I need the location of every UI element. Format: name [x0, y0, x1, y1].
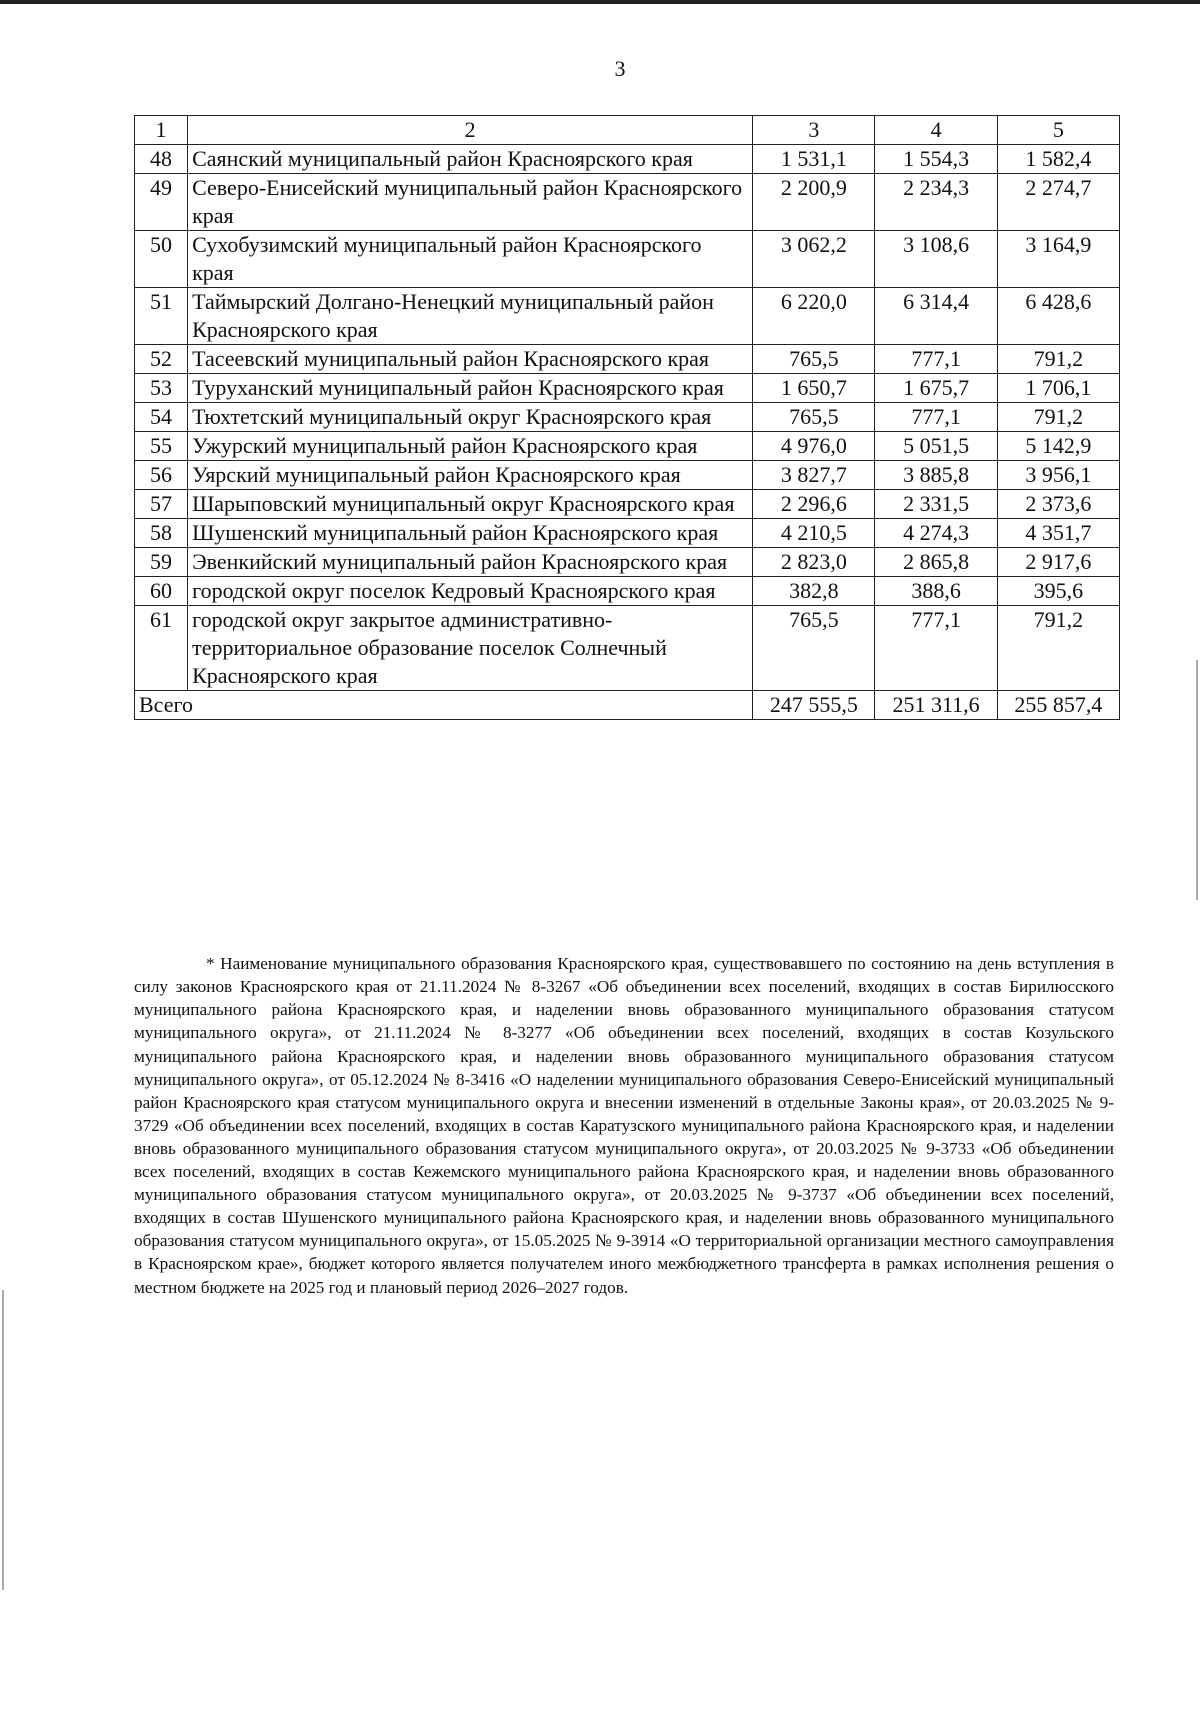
- value-col-3: 765,5: [753, 606, 875, 691]
- value-col-5: 1 582,4: [997, 145, 1119, 174]
- value-col-4: 777,1: [875, 345, 997, 374]
- value-col-4: 1 554,3: [875, 145, 997, 174]
- value-col-3: 3 827,7: [753, 461, 875, 490]
- table-row: [135, 577, 1120, 606]
- municipality-name: Ужурский муниципальный район Красноярского края: [188, 432, 753, 461]
- row-number: 61: [135, 606, 188, 691]
- municipality-name: Тюхтетский муниципальный округ Красноярского края: [188, 403, 753, 432]
- right-scan-edge: [1196, 660, 1198, 900]
- footnote: * Наименование муниципального образования Красноярского края, существовавшего по состоянию на день вступления в силу законов Красноярского края от 21.11.2024 № 8-3267 «Об объединении всех поселений, входящих в состав Бирилюсского муниципального района Красноярского края, и наделении вновь образованного муниципального образования статусом муниципального округа», от 21.11.2024 № 8-3277 «Об объединении всех поселений, входящих в состав Козульского муниципального района Красноярского края, и наделении вновь образованного муниципального образования статусом муниципального округа», от 05.12.2024 № 8-3416 «О наделении муниципального образования Северо-Енисейский муниципальный район Красноярского края статусом муниципального округа и внесении изменений в отдельные Законы края», от 20.03.2025 № 9-3729 «Об объединении всех поселений, входящих в состав Каратузского муниципального района Красноярского края, и наделении вновь образованного муниципального образования статусом муниципального округа», от 20.03.2025 № 9-3733 «Об объединении всех поселений, входящих в состав Кежемского муниципального района Красноярского края, и наделении вновь образованного муниципального образования статусом муниципального округа», от 20.03.2025 № 9-3737 «Об объединении всех поселений, входящих в состав Шушенского муниципального района Красноярского края, и наделении вновь образованного муниципального образования статусом муниципального округа», от 15.05.2025 № 9-3914 «О территориальной организации местного самоуправления в Красноярском крае», бюджет которого является получателем иного межбюджетного трансферта в рамках исполнения решения о местном бюджете на 2025 год и плановый период 2026–2027 годов.: [134, 954, 1114, 1297]
- value-col-4: 2 331,5: [875, 490, 997, 519]
- table-row: [135, 461, 1120, 490]
- row-number: 50: [135, 231, 188, 288]
- table-row: [135, 374, 1120, 403]
- value-col-4: 1 675,7: [875, 374, 997, 403]
- left-scan-edge: [2, 1290, 4, 1590]
- table-row: [135, 519, 1120, 548]
- page-number: 3: [614, 56, 626, 81]
- municipality-name: Уярский муниципальный район Красноярского края: [188, 461, 753, 490]
- value-col-3: 3 062,2: [753, 231, 875, 288]
- row-number: 54: [135, 403, 188, 432]
- value-col-3: 4 210,5: [753, 519, 875, 548]
- table-total-row: [135, 691, 1120, 720]
- value-col-5: 2 274,7: [997, 174, 1119, 231]
- row-number: 56: [135, 461, 188, 490]
- municipality-name: Шушенский муниципальный район Красноярского края: [188, 519, 753, 548]
- municipality-name: городской округ закрытое административно-территориальное образование поселок Солнечный Красноярского края: [188, 606, 753, 691]
- value-col-4: 2 234,3: [875, 174, 997, 231]
- row-number: 52: [135, 345, 188, 374]
- value-col-3: 1 650,7: [753, 374, 875, 403]
- municipality-name: Саянский муниципальный район Красноярского края: [188, 145, 753, 174]
- municipality-name: Эвенкийский муниципальный район Красноярского края: [188, 548, 753, 577]
- value-col-3: 2 296,6: [753, 490, 875, 519]
- row-number: 60: [135, 577, 188, 606]
- top-scan-border: [0, 0, 1200, 4]
- value-col-5: 1 706,1: [997, 374, 1119, 403]
- municipality-name: Сухобузимский муниципальный район Красноярского края: [188, 231, 753, 288]
- value-col-4: 4 274,3: [875, 519, 997, 548]
- value-col-4: 3 108,6: [875, 231, 997, 288]
- value-col-5: 2 917,6: [997, 548, 1119, 577]
- municipality-name: Туруханский муниципальный район Красноярского края: [188, 374, 753, 403]
- table-row: [135, 174, 1120, 231]
- municipality-name: Северо-Енисейский муниципальный район Красноярского края: [188, 174, 753, 231]
- row-number: 57: [135, 490, 188, 519]
- municipality-name: Шарыповский муниципальный округ Красноярского края: [188, 490, 753, 519]
- value-col-4: 388,6: [875, 577, 997, 606]
- total-col-4: 251 311,6: [875, 691, 997, 720]
- value-col-5: 791,2: [997, 606, 1119, 691]
- header-cell-2: 2: [188, 116, 753, 145]
- total-col-5: 255 857,4: [997, 691, 1119, 720]
- table-row: [135, 288, 1120, 345]
- value-col-3: 2 823,0: [753, 548, 875, 577]
- row-number: 48: [135, 145, 188, 174]
- value-col-3: 1 531,1: [753, 145, 875, 174]
- total-label: Всего: [135, 691, 753, 720]
- table-header-row: [135, 116, 1120, 145]
- value-col-5: 4 351,7: [997, 519, 1119, 548]
- table-row: [135, 231, 1120, 288]
- value-col-4: 3 885,8: [875, 461, 997, 490]
- value-col-3: 765,5: [753, 403, 875, 432]
- value-col-3: 382,8: [753, 577, 875, 606]
- value-col-5: 3 956,1: [997, 461, 1119, 490]
- row-number: 58: [135, 519, 188, 548]
- table-row: [135, 432, 1120, 461]
- row-number: 53: [135, 374, 188, 403]
- value-col-5: 791,2: [997, 403, 1119, 432]
- table-row: [135, 606, 1120, 691]
- value-col-3: 6 220,0: [753, 288, 875, 345]
- row-number: 51: [135, 288, 188, 345]
- value-col-5: 3 164,9: [997, 231, 1119, 288]
- value-col-3: 765,5: [753, 345, 875, 374]
- header-cell-3: 3: [753, 116, 875, 145]
- table-row: [135, 145, 1120, 174]
- value-col-5: 791,2: [997, 345, 1119, 374]
- table-row: [135, 490, 1120, 519]
- municipality-name: Таймырский Долгано-Ненецкий муниципальный район Красноярского края: [188, 288, 753, 345]
- header-cell-4: 4: [875, 116, 997, 145]
- municipality-name: Тасеевский муниципальный район Красноярского края: [188, 345, 753, 374]
- value-col-3: 2 200,9: [753, 174, 875, 231]
- value-col-5: 6 428,6: [997, 288, 1119, 345]
- value-col-4: 777,1: [875, 403, 997, 432]
- value-col-4: 5 051,5: [875, 432, 997, 461]
- row-number: 55: [135, 432, 188, 461]
- value-col-5: 5 142,9: [997, 432, 1119, 461]
- value-col-4: 6 314,4: [875, 288, 997, 345]
- municipality-name: городской округ поселок Кедровый Красноярского края: [188, 577, 753, 606]
- header-cell-5: 5: [997, 116, 1119, 145]
- value-col-5: 395,6: [997, 577, 1119, 606]
- header-cell-1: 1: [135, 116, 188, 145]
- table-row: [135, 345, 1120, 374]
- value-col-5: 2 373,6: [997, 490, 1119, 519]
- value-col-3: 4 976,0: [753, 432, 875, 461]
- value-col-4: 2 865,8: [875, 548, 997, 577]
- total-col-3: 247 555,5: [753, 691, 875, 720]
- budget-table: [134, 115, 1120, 720]
- row-number: 59: [135, 548, 188, 577]
- row-number: 49: [135, 174, 188, 231]
- value-col-4: 777,1: [875, 606, 997, 691]
- table-row: [135, 548, 1120, 577]
- table-row: [135, 403, 1120, 432]
